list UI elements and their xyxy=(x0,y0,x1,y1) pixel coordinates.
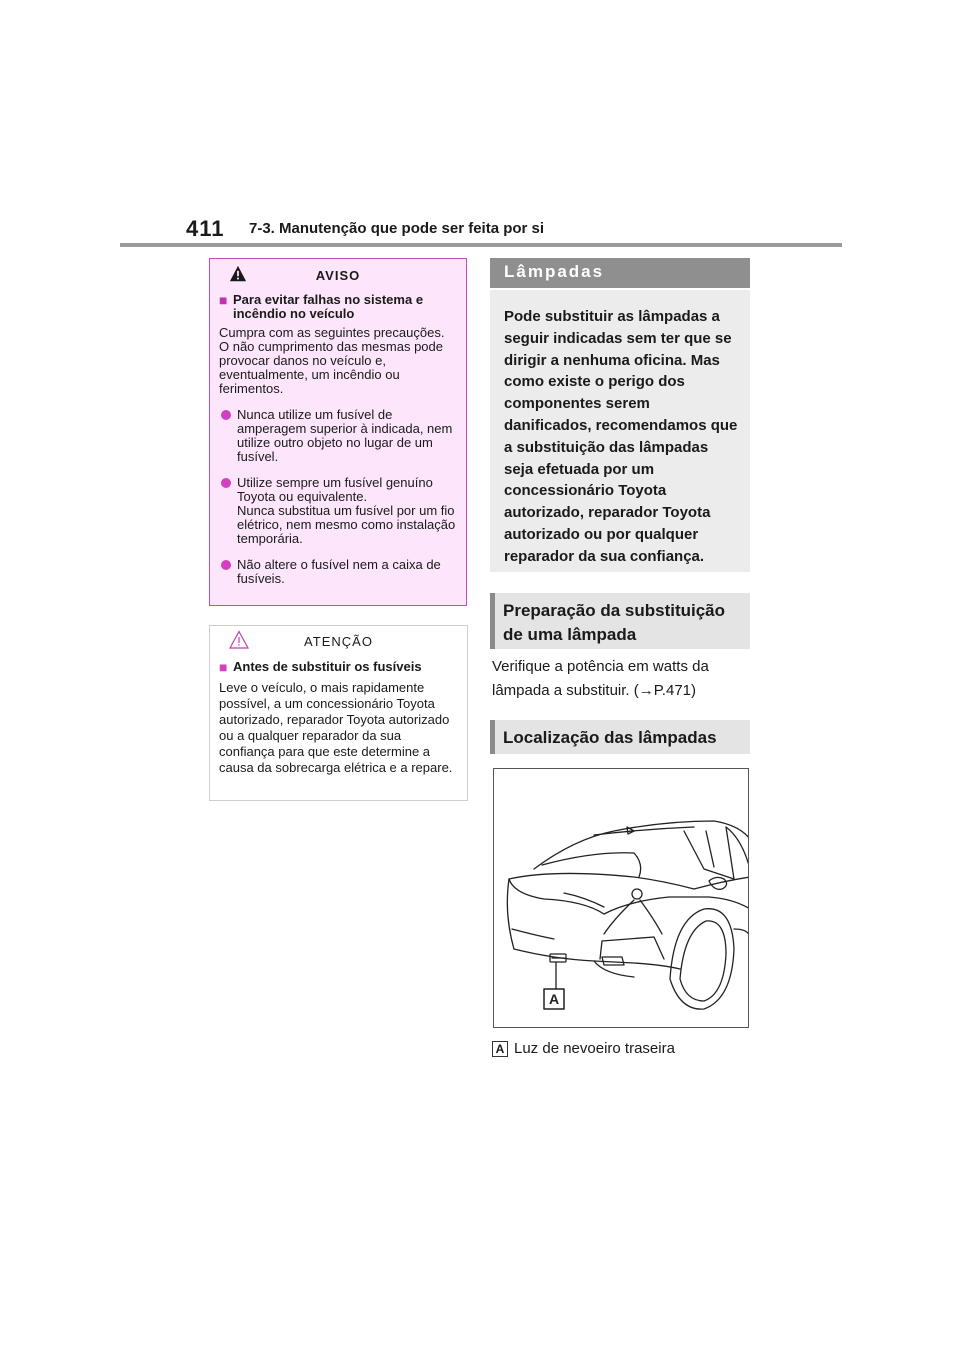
square-bullet-icon: ■ xyxy=(219,292,228,308)
header-divider xyxy=(120,243,842,247)
section-title: 7-3. Manutenção que pode ser feita por si xyxy=(249,220,545,237)
warning-paragraph: Cumpra com as seguintes precauções. O não cumprimento das mesmas pode provocar danos no veículo e, eventualmente, um incêndio ou ferimentos. xyxy=(219,325,445,396)
caution-box xyxy=(209,625,468,801)
warning-heading xyxy=(219,293,458,321)
caution-title: ATENÇÃO xyxy=(304,634,373,649)
warning-bullet xyxy=(219,558,458,586)
caution-box-header xyxy=(210,626,467,656)
caution-heading-text: Antes de substituir os fusíveis xyxy=(233,659,422,674)
caution-paragraph: Leve o veículo, o mais rapidamente possível, a um concessionário Toyota autorizado, reparador Toyota autorizado ou a qualquer reparador da sua confiança para que este determine a causa da sobrecarga elétrica e a repare. xyxy=(219,680,453,775)
location-heading: Localização das lâmpadas xyxy=(490,720,750,754)
car-rear-illustration xyxy=(493,768,749,1028)
warning-box-header xyxy=(210,259,466,289)
warning-heading-text: Para evitar falhas no sistema e incêndio no veículo xyxy=(233,292,424,321)
lamps-intro-panel: Pode substituir as lâmpadas a seguir indicadas sem ter que se dirigir a nenhuma oficina. Mas como existe o perigo dos componentes serem danificados, recomendamos que a substituição das lâmpadas seja efetuada por um concessionário Toyota autorizado, reparador Toyota autorizado ou por qualquer reparador da sua confiança. xyxy=(490,290,750,572)
figure-label: A xyxy=(549,991,560,1007)
warning-box xyxy=(209,258,467,606)
warning-triangle-icon xyxy=(229,265,247,283)
circle-bullet-icon xyxy=(221,410,231,420)
warning-bullet-text: Nunca utilize um fusível de amperagem superior à indicada, nem utilize outro objeto no lugar de um fusível. xyxy=(237,407,453,464)
caution-heading xyxy=(219,660,459,674)
warning-bullet xyxy=(219,476,458,546)
square-bullet-icon: ■ xyxy=(219,659,228,675)
preparation-heading: Preparação da substituição de uma lâmpada xyxy=(490,593,750,649)
circle-bullet-icon xyxy=(221,560,231,570)
caption-text: Luz de nevoeiro traseira xyxy=(514,1040,675,1057)
warning-bullet xyxy=(219,408,458,464)
warning-bullet-text: Não altere o fusível nem a caixa de fusíveis. xyxy=(237,557,441,586)
circle-bullet-icon xyxy=(221,478,231,488)
warning-title: AVISO xyxy=(315,268,361,283)
figure-caption xyxy=(492,1040,675,1057)
caption-label-box: A xyxy=(492,1041,508,1057)
caution-triangle-icon xyxy=(229,630,249,650)
preparation-text: Verifique a potência em watts da lâmpada a substituir. (→P.471) xyxy=(492,658,709,699)
lamps-heading: Lâmpadas xyxy=(490,258,750,288)
page-number: 411 xyxy=(186,216,225,241)
warning-bullet-text: Utilize sempre um fusível genuíno Toyota ou equivalente. Nunca substitua um fusível por um fio elétrico, nem mesmo como instalação temporária. xyxy=(237,475,456,546)
